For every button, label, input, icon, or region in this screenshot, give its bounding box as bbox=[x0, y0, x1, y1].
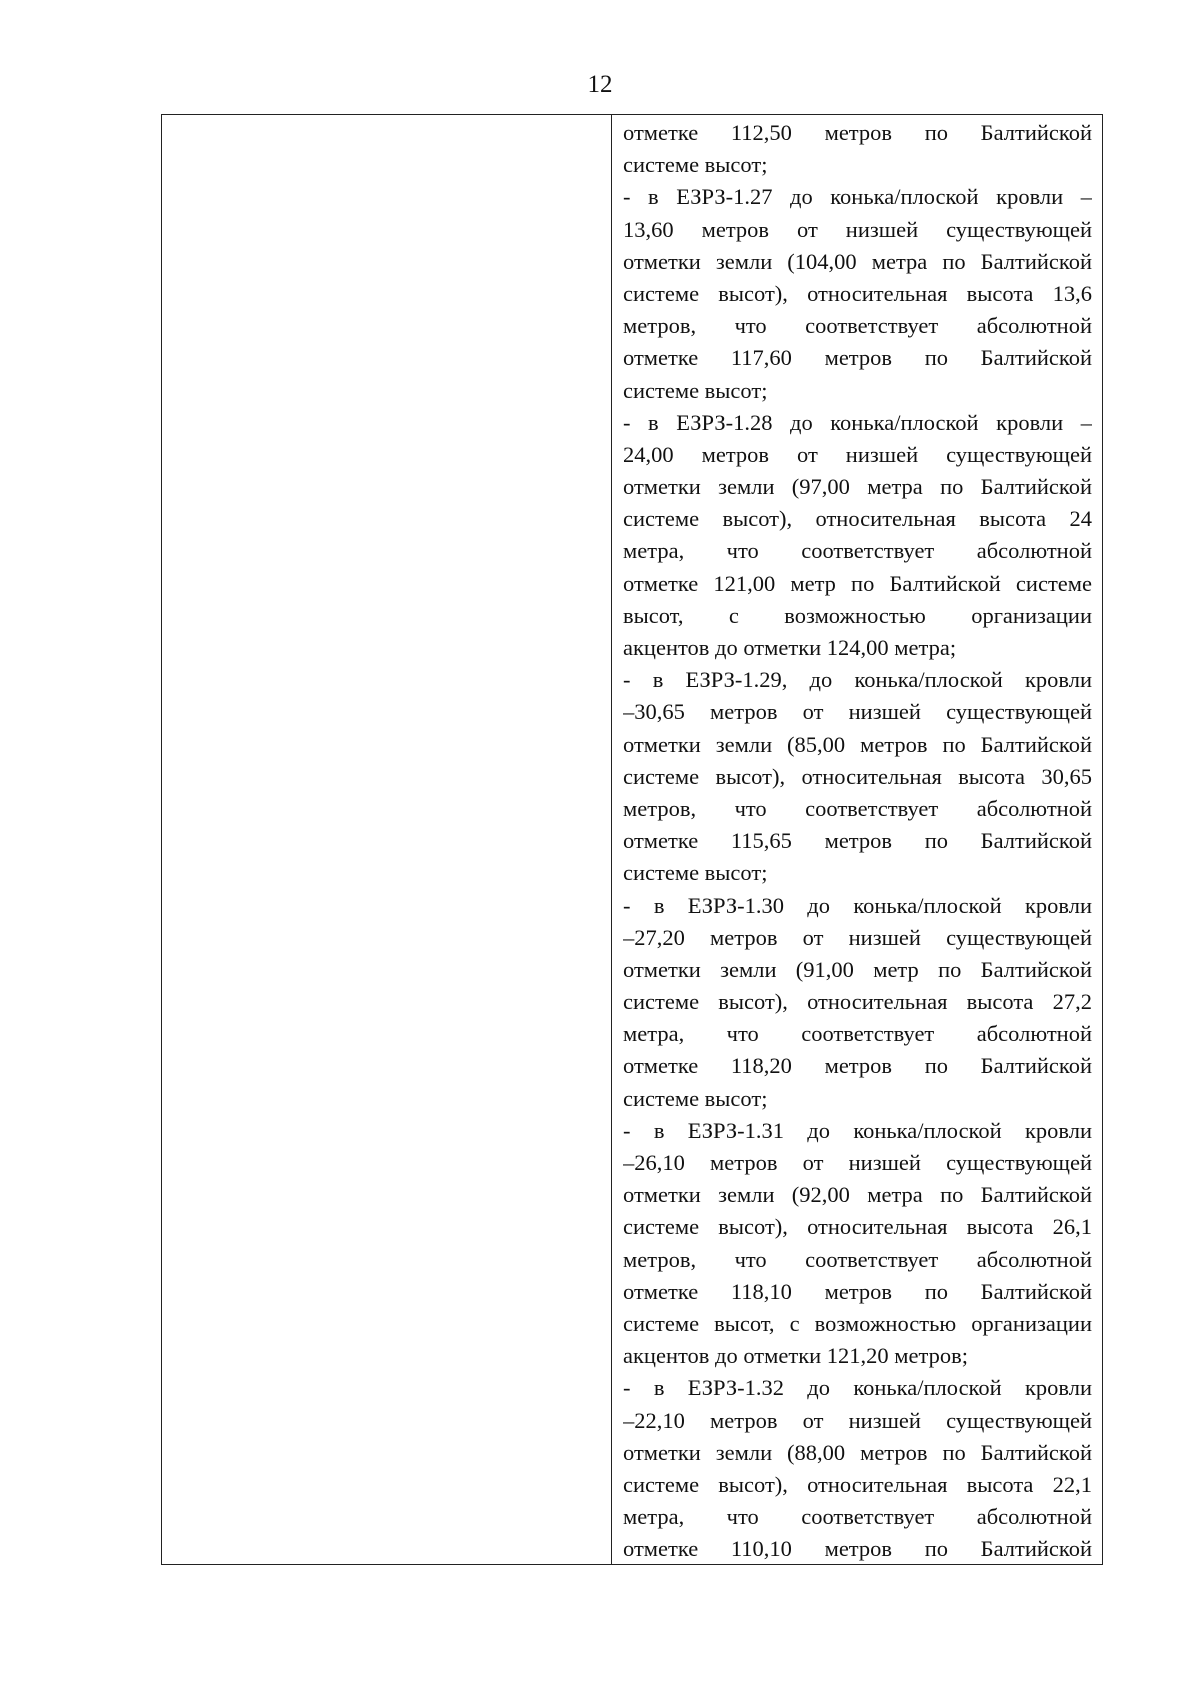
text-line: - в ЕЗРЗ-1.30 до конька/плоской кровли bbox=[623, 892, 1092, 918]
text-line: системе высот), относительная высота 27,2 bbox=[623, 989, 1092, 1015]
text-line: акцентов до отметки 124,00 метра; bbox=[623, 635, 957, 660]
text-line: отметки земли (88,00 метров по Балтийской bbox=[623, 1439, 1092, 1465]
text-line: отметке 112,50 метров по Балтийской bbox=[623, 120, 1092, 145]
text-line: –30,65 метров от низшей существующей bbox=[623, 699, 1092, 725]
text-line: - в ЕЗРЗ-1.29, до конька/плоской кровли bbox=[623, 667, 1092, 693]
text-line: - в ЕЗРЗ-1.31 до конька/плоской кровли bbox=[623, 1117, 1092, 1143]
text-line: отметки земли (104,00 метра по Балтийской bbox=[623, 248, 1092, 274]
page-number: 12 bbox=[587, 71, 613, 98]
text-line: метра, что соответствует абсолютной bbox=[623, 538, 1092, 564]
text-line: - в ЕЗРЗ-1.28 до конька/плоской кровли – bbox=[623, 409, 1092, 435]
text-line: системе высот), относительная высота 13,6 bbox=[623, 280, 1092, 306]
text-line: метра, что соответствует абсолютной bbox=[623, 1504, 1092, 1530]
text-line: отметки земли (92,00 метра по Балтийской bbox=[623, 1182, 1092, 1208]
text-line: отметки земли (85,00 метров по Балтийской bbox=[623, 731, 1092, 757]
text-line: отметке 118,10 метров по Балтийской bbox=[623, 1278, 1092, 1304]
text-line: отметки земли (97,00 метра по Балтийской bbox=[623, 474, 1092, 500]
table-left-column bbox=[162, 115, 612, 1564]
text-line: метров, что соответствует абсолютной bbox=[623, 1246, 1092, 1272]
text-line: отметке 115,65 метров по Балтийской bbox=[623, 828, 1092, 854]
table-right-column bbox=[612, 115, 1102, 1564]
text-line: 24,00 метров от низшей существующей bbox=[623, 441, 1092, 467]
text-line: системе высот), относительная высота 30,65 bbox=[623, 763, 1092, 789]
text-line: –27,20 метров от низшей существующей bbox=[623, 924, 1092, 950]
text-line: системе высот), относительная высота 22,1 bbox=[623, 1471, 1092, 1497]
text-line: - в ЕЗРЗ-1.27 до конька/плоской кровли – bbox=[623, 184, 1092, 210]
text-line: системе высот; bbox=[623, 1085, 768, 1111]
text-line: системе высот; bbox=[623, 860, 768, 886]
text-line: отметке 110,10 метров по Балтийской bbox=[623, 1536, 1092, 1562]
text-line: акцентов до отметки 121,20 метров; bbox=[623, 1343, 968, 1369]
text-line: метров, что соответствует абсолютной bbox=[623, 795, 1092, 821]
text-line: –26,10 метров от низшей существующей bbox=[623, 1150, 1092, 1175]
text-line: метров, что соответствует абсолютной bbox=[623, 313, 1092, 339]
text-line: системе высот; bbox=[623, 377, 768, 403]
text-line: системе высот; bbox=[623, 152, 768, 178]
text-line: высот, с возможностью организации bbox=[623, 602, 1092, 628]
text-line: системе высот, с возможностью организации bbox=[623, 1310, 1092, 1336]
document-table bbox=[161, 114, 1103, 1565]
text-line: метра, что соответствует абсолютной bbox=[623, 1021, 1092, 1047]
text-line: отметки земли (91,00 метр по Балтийской bbox=[623, 956, 1092, 982]
text-line: - в ЕЗРЗ-1.32 до конька/плоской кровли bbox=[623, 1375, 1092, 1401]
text-line: системе высот), относительная высота 24 bbox=[623, 506, 1092, 532]
text-line: системе высот), относительная высота 26,1 bbox=[623, 1214, 1092, 1240]
text-line: –22,10 метров от низшей существующей bbox=[623, 1407, 1092, 1433]
text-line: отметке 121,00 метр по Балтийской системе bbox=[623, 570, 1092, 596]
text-line: 13,60 метров от низшей существующей bbox=[623, 216, 1092, 242]
text-line: отметке 118,20 метров по Балтийской bbox=[623, 1053, 1092, 1079]
text-line: отметке 117,60 метров по Балтийской bbox=[623, 345, 1092, 371]
